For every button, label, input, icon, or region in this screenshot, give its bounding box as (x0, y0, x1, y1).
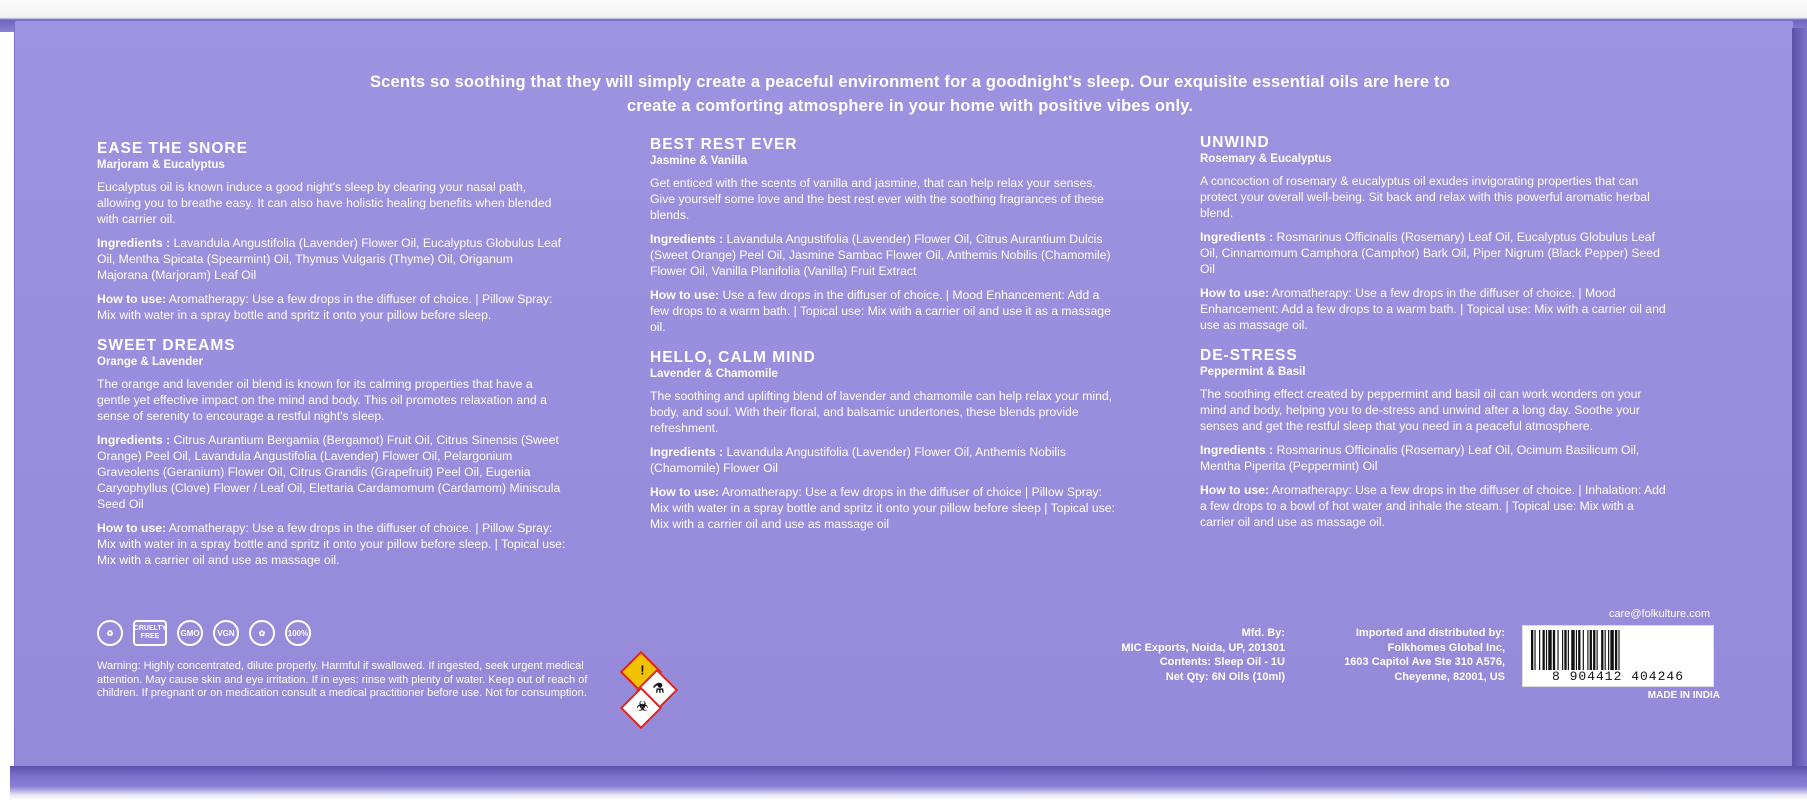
blend-description: The soothing effect created by peppermint and basil oil can work wonders on your mind and body, helping you to de-stress and unwind after a long day. Soothe your senses and get the restful sleep that you need in a peaceful atmosphere. (1200, 387, 1642, 433)
blend-how-to-use (1200, 285, 1670, 333)
barcode-bar (1608, 630, 1609, 670)
box-bottom-rim (10, 766, 1807, 800)
cruelty-free-icon: CRUELTY FREE (133, 620, 167, 646)
blend-description: Get enticed with the scents of vanilla and jasmine, that can help relax your senses. Give yourself some love and the best rest ever with the soothing fragrances of these blends. (650, 176, 1104, 222)
blend-title: EASE THE SNORE (97, 140, 248, 157)
ingredients-text: Rosmarinus Officinalis (Rosemary) Leaf Oil, Ocimum Basilicum Oil, Mentha Piperita (Peppermint) Oil (1200, 443, 1640, 473)
natural-icon: ✿ (249, 620, 275, 646)
blend-ingredients (1200, 442, 1670, 474)
blend-ingredients (650, 231, 1120, 279)
ingredients-label: Ingredients : (1200, 443, 1274, 457)
barcode-bar (1553, 630, 1555, 670)
ingredients-text: Lavandula Angustifolia (Lavender) Flower Oil, Anthemis Nobilis (Chamomile) Flower Oil (650, 445, 1066, 475)
blend-section (650, 349, 1120, 532)
blend-description: The soothing and uplifting blend of lavender and chamomile can help relax your mind, body, and soul. With their floral, and balsamic undertones, these blends provide refreshment. (650, 389, 1113, 435)
warning-text: Warning: Highly concentrated, dilute properly. Harmful if swallowed. If ingested, seek urgent medical attention. May cause skin and eye irritation. If in eyes: rinse with plenty of water. Keep out of reach of children. If pregnant or on medication consult a medical practitioner before use. Not for consumption. (97, 660, 588, 699)
manufacturer-line: Contents: Sleep Oil - 1U (1159, 656, 1285, 668)
barcode-bar (1568, 630, 1569, 670)
blend-column-2 (650, 136, 1120, 546)
barcode-bar (1578, 630, 1580, 670)
barcode-bar (1546, 630, 1547, 670)
pure-icon: 100% (285, 620, 311, 646)
importer-line: 1603 Capitol Ave Ste 310 A576, (1344, 656, 1505, 668)
blend-title: BEST REST EVER (650, 136, 798, 153)
blend-description: The orange and lavender oil blend is known for its calming properties that have a gentle yet effective impact on the mind and body. This oil promotes relaxation and a sense of serenity to encourage a restful night's sleep. (97, 377, 547, 423)
health-hazard-icon: ☣ (620, 687, 662, 729)
barcode-bar (1548, 630, 1551, 670)
how-to-use-label: How to use: (650, 485, 720, 499)
blend-title: UNWIND (1200, 134, 1270, 151)
barcode-bar (1590, 630, 1592, 670)
barcode-bars (1531, 630, 1705, 670)
barcode-bar (1564, 630, 1566, 670)
blend-subtitle: Orange & Lavender (97, 356, 204, 368)
barcode-number: 8 904412 404246 (1551, 669, 1685, 684)
barcode-bar (1571, 630, 1574, 670)
barcode-bar (1557, 630, 1558, 670)
blend-title: HELLO, CALM MIND (650, 349, 816, 366)
blend-ingredients (650, 444, 1120, 476)
blend-subtitle: Peppermint & Basil (1200, 366, 1306, 378)
box-right-edge (1792, 28, 1807, 773)
ingredients-text: Citrus Aurantium Bergamia (Bergamot) Fruit Oil, Citrus Sinensis (Sweet Orange) Peel Oil, Lavandula Angustifolia (Lavender) Flower Oil, Pelargonium Graveolens (Geranium) Flower Oil, Citrus Grandis (Grapefruit) Peel Oil, Eugenia Caryophyllus (Clove) Flower / Leaf Oil, Elettaria Cardamomum (Cardamom) Miniscula Seed Oil (97, 433, 561, 511)
how-to-use-label: How to use: (97, 521, 167, 535)
blend-section (1200, 347, 1670, 530)
how-to-use-label: How to use: (97, 292, 167, 306)
barcode-bar (1605, 630, 1606, 670)
barcode-bar (1562, 630, 1563, 670)
blend-column-3 (1200, 134, 1670, 544)
blend-subtitle: Jasmine & Vanilla (650, 155, 748, 167)
blend-title: SWEET DREAMS (97, 337, 236, 354)
how-to-use-text: Aromatherapy: Use a few drops in the diffuser of choice. | Pillow Spray: Mix with water in a spray bottle and spritz it onto your pillow before sleep. (97, 292, 553, 322)
how-to-use-text: Aromatherapy: Use a few drops in the diffuser of choice. | Inhalation: Add a few drops to a bowl of hot water and inhale the steam. | Topical use: Mix with a carrier oil and use as massage oil. (1200, 483, 1666, 529)
how-to-use-text: Use a few drops in the diffuser of choice. | Mood Enhancement: Add a few drops to a warm bath. | Topical use: Mix with a carrier oil and use it as a massage oil. (650, 288, 1111, 334)
made-in-label: MADE IN INDIA (1647, 690, 1720, 701)
ingredients-label: Ingredients : (1200, 230, 1274, 244)
barcode-bar (1618, 630, 1619, 670)
barcode-bar (1531, 630, 1533, 670)
how-to-use-label: How to use: (1200, 286, 1270, 300)
barcode-bar (1534, 630, 1535, 670)
warning-hazard-icon: ! (620, 651, 662, 693)
barcode-bar (1593, 630, 1595, 670)
ingredients-label: Ingredients : (650, 232, 724, 246)
manufacturer-label: Mfd. By: (1241, 627, 1285, 639)
no-gmo-icon: GMO (177, 620, 203, 646)
chemical-hazard-icon: ⚗ (636, 669, 678, 711)
blend-subtitle: Marjoram & Eucalyptus (97, 159, 225, 171)
vegan-icon: VGN (213, 620, 239, 646)
how-to-use-label: How to use: (650, 288, 720, 302)
ingredients-text: Rosmarinus Officinalis (Rosemary) Leaf Oil, Eucalyptus Globulus Leaf Oil, Cinnamomum Camphora (Camphor) Bark Oil, Piper Nigrum (Black Pepper) Seed Oil (1200, 230, 1660, 276)
importer-info (1305, 626, 1505, 684)
barcode-bar (1587, 630, 1588, 670)
ingredients-text: Lavandula Angustifolia (Lavender) Flower Oil, Eucalyptus Globulus Leaf Oil, Mentha Spicata (Spearmint) Oil, Thymus Vulgaris (Thyme) Oil, Origanum Majorana (Marjoram) Leaf Oil (97, 236, 562, 282)
barcode-bar (1615, 630, 1617, 670)
manufacturer-info (1080, 626, 1285, 684)
ingredients-label: Ingredients : (97, 433, 171, 447)
blend-section (1200, 134, 1670, 333)
importer-line: Cheyenne, 82001, US (1394, 670, 1505, 683)
barcode-bar (1601, 630, 1603, 670)
how-to-use-text: Aromatherapy: Use a few drops in the diffuser of choice | Pillow Spray: Mix with water in a spray bottle and spritz it onto your pillow before sleep | Topical use: Mix with a carrier oil and use as massage oil (650, 485, 1115, 531)
blend-description: Eucalyptus oil is known induce a good night's sleep by clearing your nasal path, allowing you to breathe easy. It can also have holistic healing benefits when blended with carrier oil. (97, 180, 552, 226)
how-to-use-text: Aromatherapy: Use a few drops in the diffuser of choice. | Pillow Spray: Mix with water in a spray bottle and spritz it onto your pillow before sleep. | Topical use: Mix with a carrier oil and use as massage oil. (97, 521, 566, 567)
barcode-bar (1576, 630, 1577, 670)
blend-how-to-use (1200, 482, 1670, 530)
importer-line: Folkhomes Global Inc, (1387, 641, 1505, 654)
blend-ingredients (97, 235, 567, 283)
blend-how-to-use (650, 484, 1120, 532)
blend-how-to-use (97, 291, 567, 323)
tagline: Scents so soothing that they will simply create a peaceful environment for a goodnight's sleep. Our exquisite essential oils are here to create a comforting atmosphere in your home with positive vibes only. (369, 73, 1451, 115)
recycle-icon: ♻ (97, 620, 123, 646)
blend-how-to-use (97, 520, 567, 568)
blend-column-1 (97, 140, 567, 582)
how-to-use-label: How to use: (1200, 483, 1270, 497)
how-to-use-text: Aromatherapy: Use a few drops in the diffuser of choice. | Mood Enhancement: Add a few drops to a warm bath. | Topical use: Mix with a carrier oil and use as massage oil. (1200, 286, 1666, 332)
manufacturer-line: MIC Exports, Noida, UP, 201301 (1121, 641, 1285, 654)
barcode-bar (1597, 630, 1598, 670)
manufacturer-line: Net Qty: 6N Oils (10ml) (1165, 670, 1285, 683)
barcode-bar (1583, 630, 1584, 670)
barcode-bar (1610, 630, 1613, 670)
blend-subtitle: Rosemary & Eucalyptus (1200, 153, 1332, 165)
contact-email: care@folkulture.com (1608, 608, 1710, 620)
blend-how-to-use (650, 287, 1120, 335)
blend-title: DE-STRESS (1200, 347, 1298, 364)
blend-ingredients (97, 432, 567, 512)
hazard-symbols (610, 655, 670, 725)
blend-subtitle: Lavender & Chamomile (650, 368, 778, 380)
barcode-bar (1543, 630, 1545, 670)
barcode-bar (1539, 630, 1540, 670)
ingredients-label: Ingredients : (650, 445, 724, 459)
ingredients-text: Lavandula Angustifolia (Lavender) Flower Oil, Citrus Aurantium Dulcis (Sweet Orange) Peel Oil, Jasmine Sambac Flower Oil, Anthemis Nobilis (Chamomile) Flower Oil, Vanilla Planifolia (Vanilla) Fruit Extract (650, 232, 1111, 278)
blend-section (650, 136, 1120, 335)
blend-ingredients (1200, 229, 1670, 277)
certification-icons (97, 620, 311, 646)
blend-description: A concoction of rosemary & eucalyptus oil exudes invigorating properties that can protect your overall well-being. Sit back and relax with this powerful aromatic herbal blend. (1200, 174, 1650, 220)
blend-section (97, 140, 567, 323)
blend-section (97, 337, 567, 568)
ingredients-label: Ingredients : (97, 236, 171, 250)
importer-label: Imported and distributed by: (1355, 627, 1505, 639)
barcode (1522, 625, 1714, 687)
